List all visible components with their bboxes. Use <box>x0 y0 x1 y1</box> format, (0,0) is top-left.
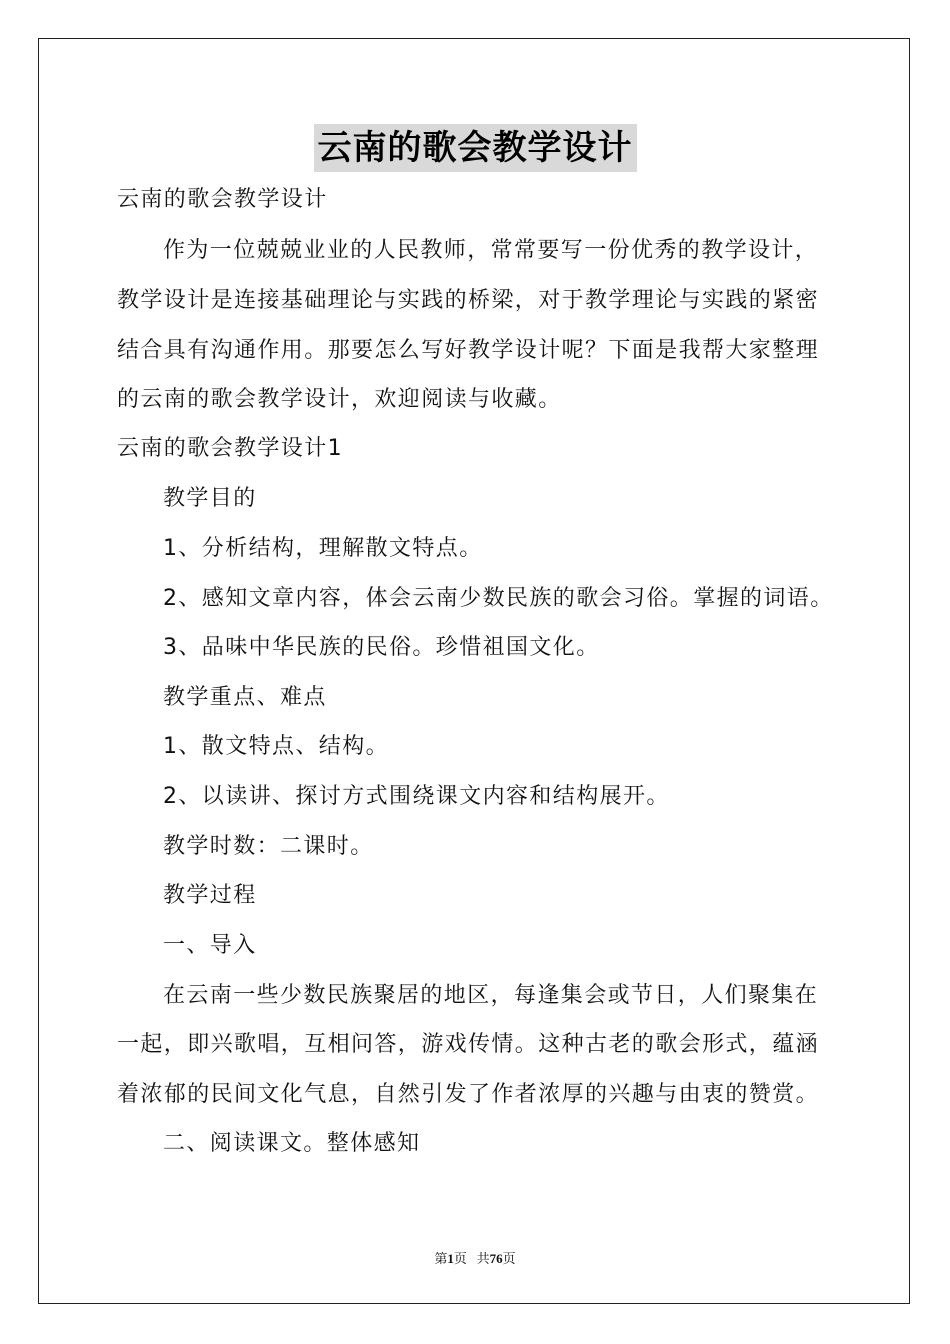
body-line: 一、导入 <box>163 933 257 958</box>
body-line: 3、品味中华民族的民俗。珍惜祖国文化。 <box>163 635 600 660</box>
body-line: 在云南一些少数民族聚居的地区，每逢集会或节日，人们聚集在 <box>163 983 819 1008</box>
page-prefix: 第 <box>434 1251 448 1266</box>
page-suffix: 页 <box>453 1251 467 1266</box>
body-line: 1、散文特点、结构。 <box>163 734 389 759</box>
body-line: 教学目的 <box>163 486 257 511</box>
body-line: 2、感知文章内容，体会云南少数民族的歌会习俗。掌握的词语。 <box>163 586 834 611</box>
page-number: 1 <box>447 1251 454 1266</box>
body-line: 结合具有沟通作用。那要怎么写好教学设计呢？下面是我帮大家整理 <box>117 338 820 363</box>
body-line: 一起，即兴歌唱，互相问答，游戏传情。这种古老的歌会形式，蕴涵 <box>117 1032 820 1057</box>
body-line: 教学设计是连接基础理论与实践的桥梁，对于教学理论与实践的紧密 <box>117 288 820 313</box>
body-line: 2、以读讲、探讨方式围绕课文内容和结构展开。 <box>163 784 670 809</box>
document-title: 云南的歌会教学设计 <box>314 124 637 172</box>
subtitle-line: 云南的歌会教学设计 <box>117 187 328 212</box>
title-container <box>0 124 950 172</box>
page-footer <box>0 1248 950 1267</box>
body-line: 教学时数：二课时。 <box>163 834 374 859</box>
body-line: 教学过程 <box>163 883 257 908</box>
body-line: 二、阅读课文。整体感知 <box>163 1131 421 1156</box>
body-line: 的云南的歌会教学设计，欢迎阅读与收藏。 <box>117 387 562 412</box>
total-prefix: 共 <box>476 1251 490 1266</box>
page-border <box>38 38 910 1304</box>
total-pages: 76 <box>489 1251 503 1266</box>
body-line: 作为一位兢兢业业的人民教师，常常要写一份优秀的教学设计， <box>163 238 819 263</box>
body-line: 1、分析结构，理解散文特点。 <box>163 536 483 561</box>
body-line: 着浓郁的民间文化气息，自然引发了作者浓厚的兴趣与由衷的赞赏。 <box>117 1082 820 1107</box>
body-line: 教学重点、难点 <box>163 685 327 710</box>
total-suffix: 页 <box>502 1251 516 1266</box>
section-heading: 云南的歌会教学设计1 <box>117 436 343 461</box>
